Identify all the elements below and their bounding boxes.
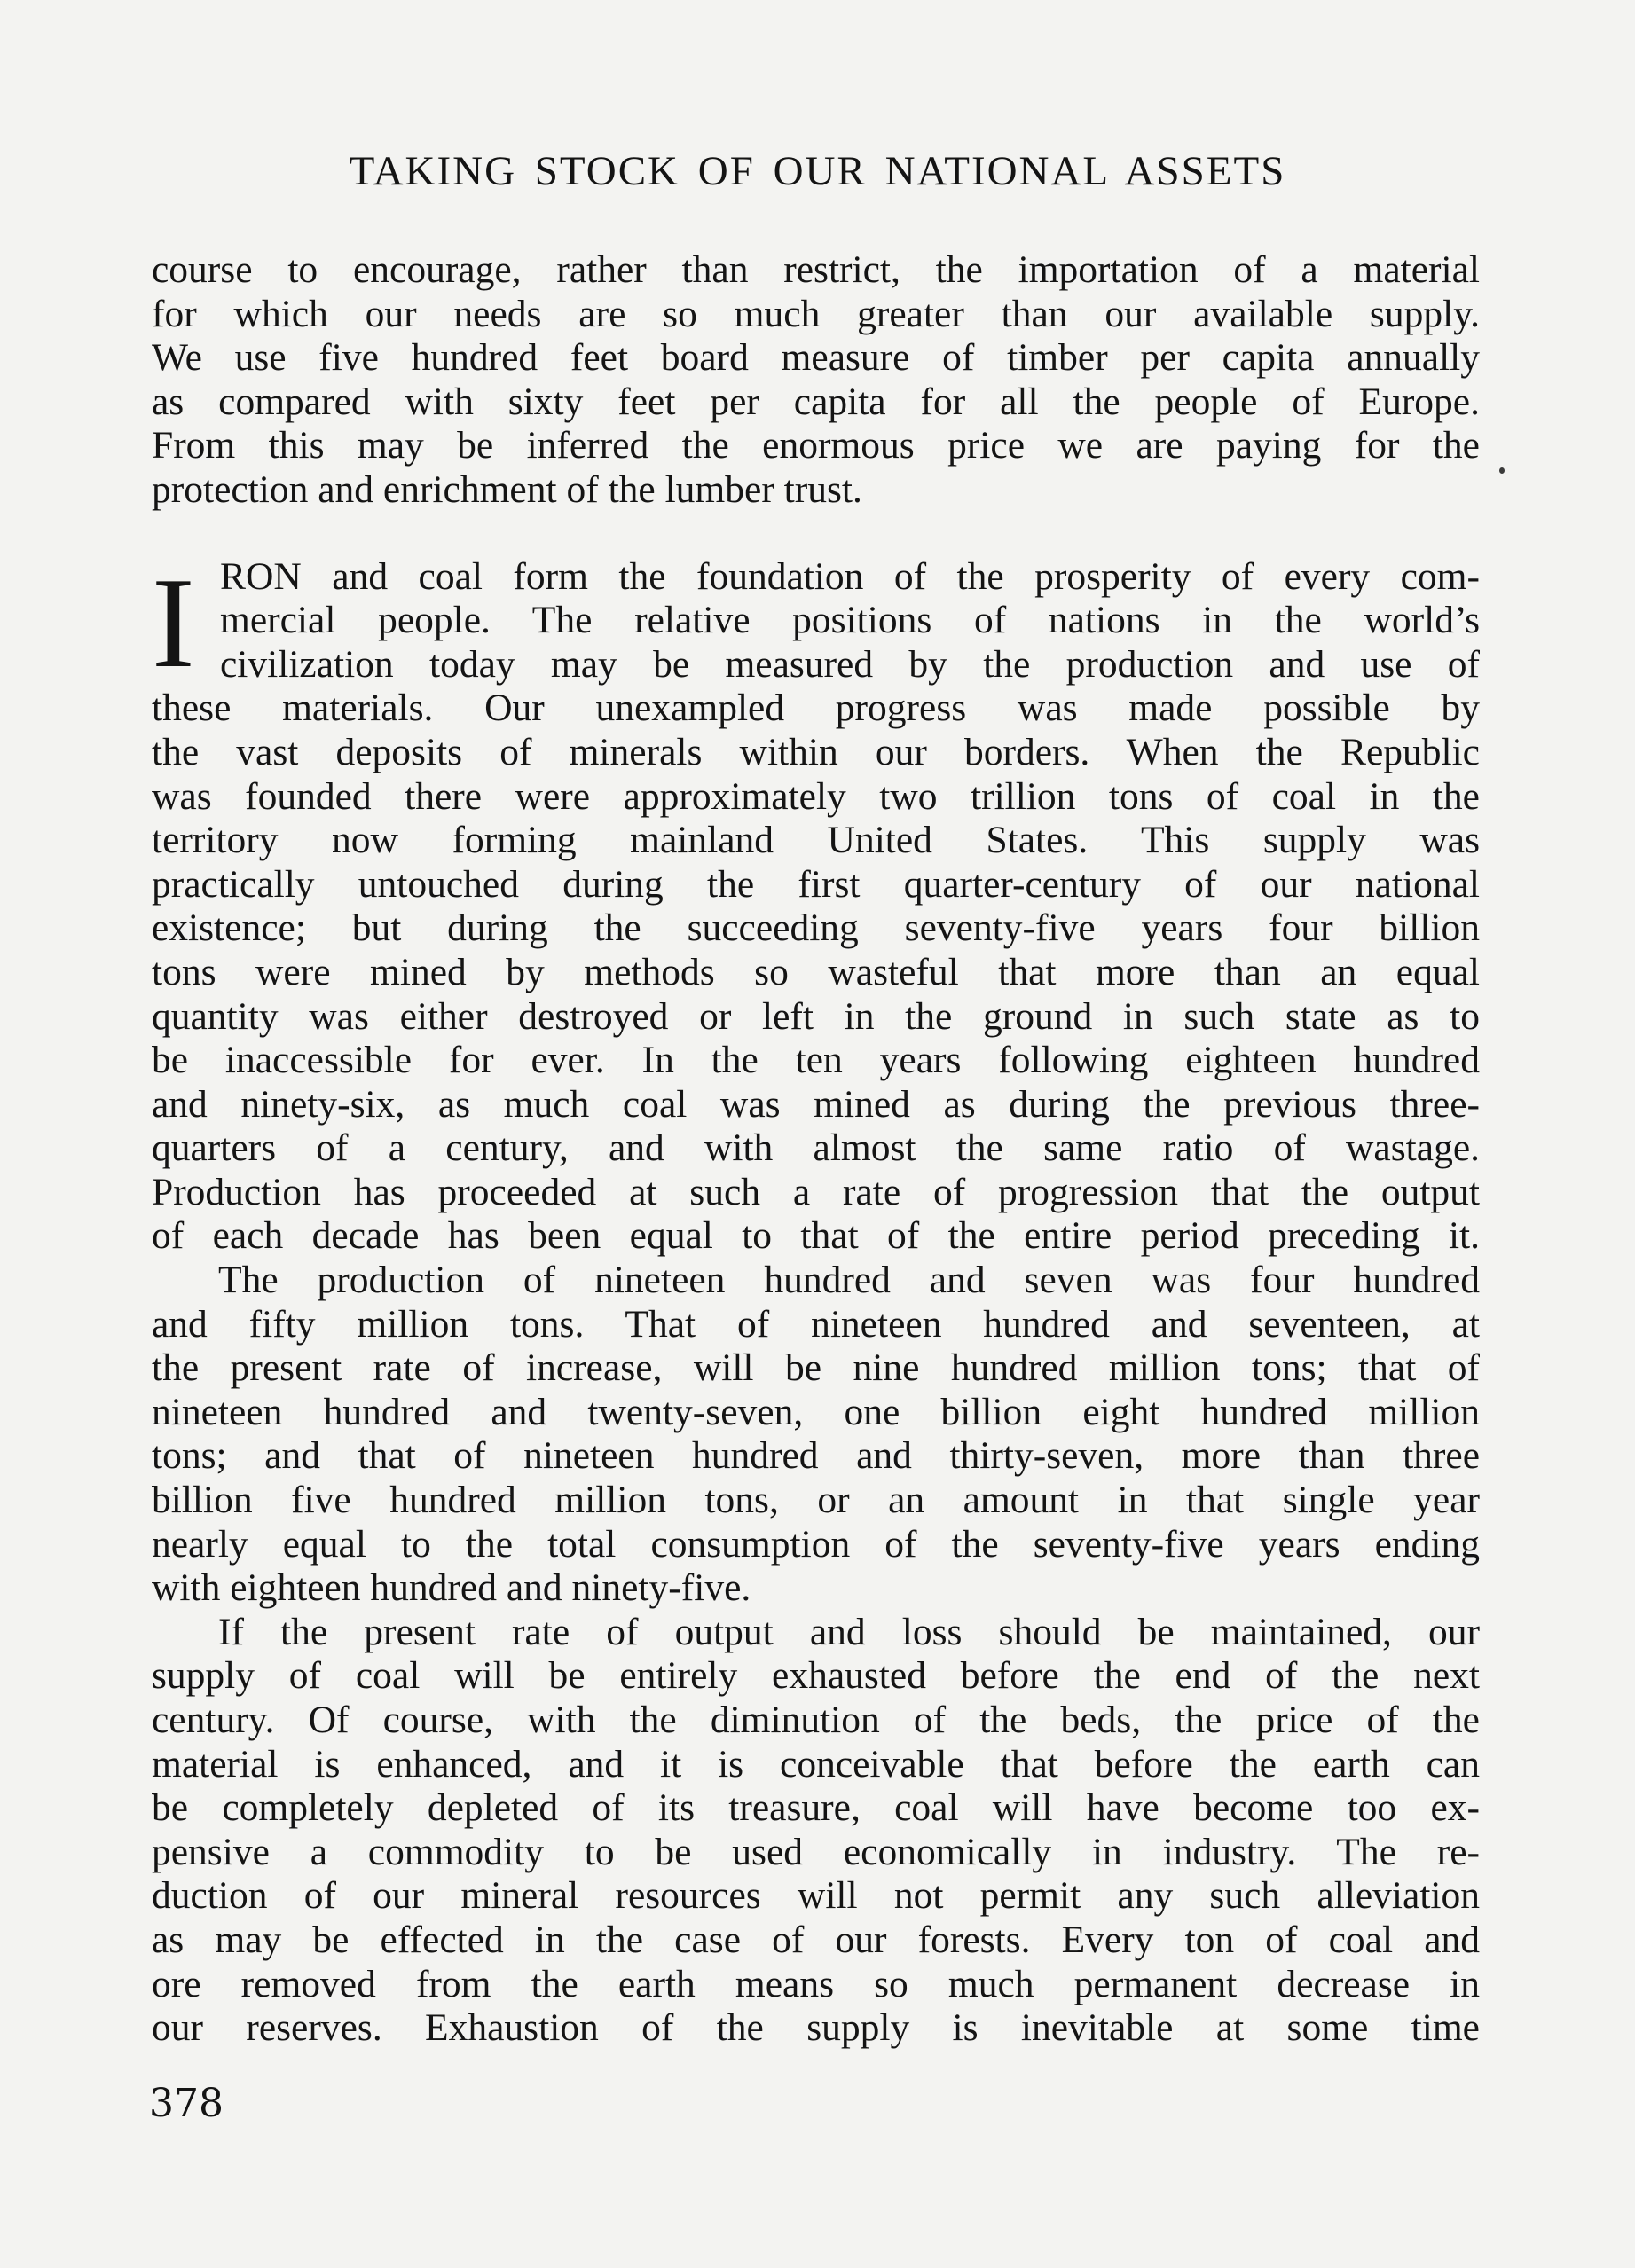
text-line: From this may be inferred the enormous price we are paying for the bbox=[152, 424, 1480, 467]
page-number: 378 bbox=[149, 2081, 224, 2126]
section-break bbox=[152, 513, 1480, 555]
text-line: protection and enrichment of the lumber trust. bbox=[152, 467, 862, 511]
paragraph-iron-coal bbox=[152, 550, 1480, 1260]
paragraph-production bbox=[152, 1259, 1480, 1611]
text-line: and fifty million tons. That of nineteen hundred and seventeen, at bbox=[152, 1302, 1480, 1346]
text-line: If the present rate of output and loss should be maintained, our bbox=[218, 1610, 1480, 1653]
text-line: The production of nineteen hundred and seven was four hundred bbox=[218, 1259, 1480, 1302]
text-line: the vast deposits of minerals within our borders. When the Republic bbox=[152, 730, 1480, 773]
text-line: was founded there were approximately two trillion tons of coal in the bbox=[152, 774, 1480, 818]
text-line: existence; but during the succeeding seventy-five years four billion bbox=[152, 906, 1480, 950]
text-line: century. Of course, with the diminution of the beds, the price of the bbox=[152, 1699, 1480, 1741]
body-text bbox=[152, 248, 1480, 2051]
drop-cap: I bbox=[152, 550, 195, 695]
text-line: supply of coal will be entirely exhausted before the end of the next bbox=[152, 1654, 1480, 1698]
text-line: duction of our mineral resources will not permit any such alleviation bbox=[152, 1874, 1480, 1918]
text-line: of each decade has been equal to that of the entire period preceding it. bbox=[152, 1214, 1480, 1258]
text-line: practically untouched during the first quarter-century of our national bbox=[152, 862, 1480, 906]
text-line: and ninety-six, as much coal was mined as during the previous three- bbox=[152, 1082, 1480, 1126]
text-line: the present rate of increase, will be nine hundred million tons; that of bbox=[152, 1346, 1480, 1390]
text-line: our reserves. Exhaustion of the supply is inevitable at some time bbox=[152, 2006, 1480, 2050]
ink-speck bbox=[1499, 467, 1505, 474]
text-line: as compared with sixty feet per capita for all the people of Europe. bbox=[152, 380, 1480, 423]
text-line: with eighteen hundred and ninety-five. bbox=[152, 1566, 751, 1610]
text-line: pensive a commodity to be used economically in industry. The re- bbox=[152, 1830, 1480, 1873]
text-line: We use five hundred feet board measure of timber per capita annually bbox=[152, 336, 1480, 380]
text-line: quarters of a century, and with almost the same ratio of wastage. bbox=[152, 1126, 1480, 1170]
text-line: quantity was either destroyed or left in the ground in such state as to bbox=[152, 994, 1480, 1038]
text-line: material is enhanced, and it is conceivable that before the earth can bbox=[152, 1742, 1480, 1785]
text-line: ore removed from the earth means so much permanent decrease in bbox=[152, 1962, 1480, 2005]
text-line: billion five hundred million tons, or an amount in that single year bbox=[152, 1479, 1480, 1522]
text-line: tons; and that of nineteen hundred and thirty-seven, more than three bbox=[152, 1434, 1480, 1478]
text-line: mercial people. The relative positions of nations in the world’s bbox=[220, 599, 1480, 642]
text-line: RON and coal form the foundation of the prosperity of every com- bbox=[220, 554, 1480, 598]
text-line: be completely depleted of its treasure, coal will have become too ex- bbox=[152, 1786, 1480, 1830]
text-line: territory now forming mainland United States. This supply was bbox=[152, 819, 1480, 862]
text-line: tons were mined by methods so wasteful that more than an equal bbox=[152, 950, 1480, 993]
text-line: as may be effected in the case of our forests. Every ton of coal and bbox=[152, 1918, 1480, 1961]
text-line: be inaccessible for ever. In the ten years following eighteen hundred bbox=[152, 1039, 1480, 1082]
paragraph-lumber bbox=[152, 248, 1480, 513]
text-line: nearly equal to the total consumption of the seventy-five years ending bbox=[152, 1522, 1480, 1566]
text-line: nineteen hundred and twenty-seven, one billion eight hundred million bbox=[152, 1390, 1480, 1433]
running-head: TAKING STOCK OF OUR NATIONAL ASSETS bbox=[349, 148, 1286, 194]
paragraph-exhaustion bbox=[152, 1611, 1480, 2051]
text-line: these materials. Our unexampled progress was made possible by bbox=[152, 687, 1480, 730]
text-line: for which our needs are so much greater than our available supply. bbox=[152, 292, 1480, 335]
text-line: course to encourage, rather than restrict, the importation of a material bbox=[152, 248, 1480, 291]
text-line: civilization today may be measured by the production and use of bbox=[220, 642, 1480, 686]
text-line: Production has proceeded at such a rate of progression that the output bbox=[152, 1170, 1480, 1213]
